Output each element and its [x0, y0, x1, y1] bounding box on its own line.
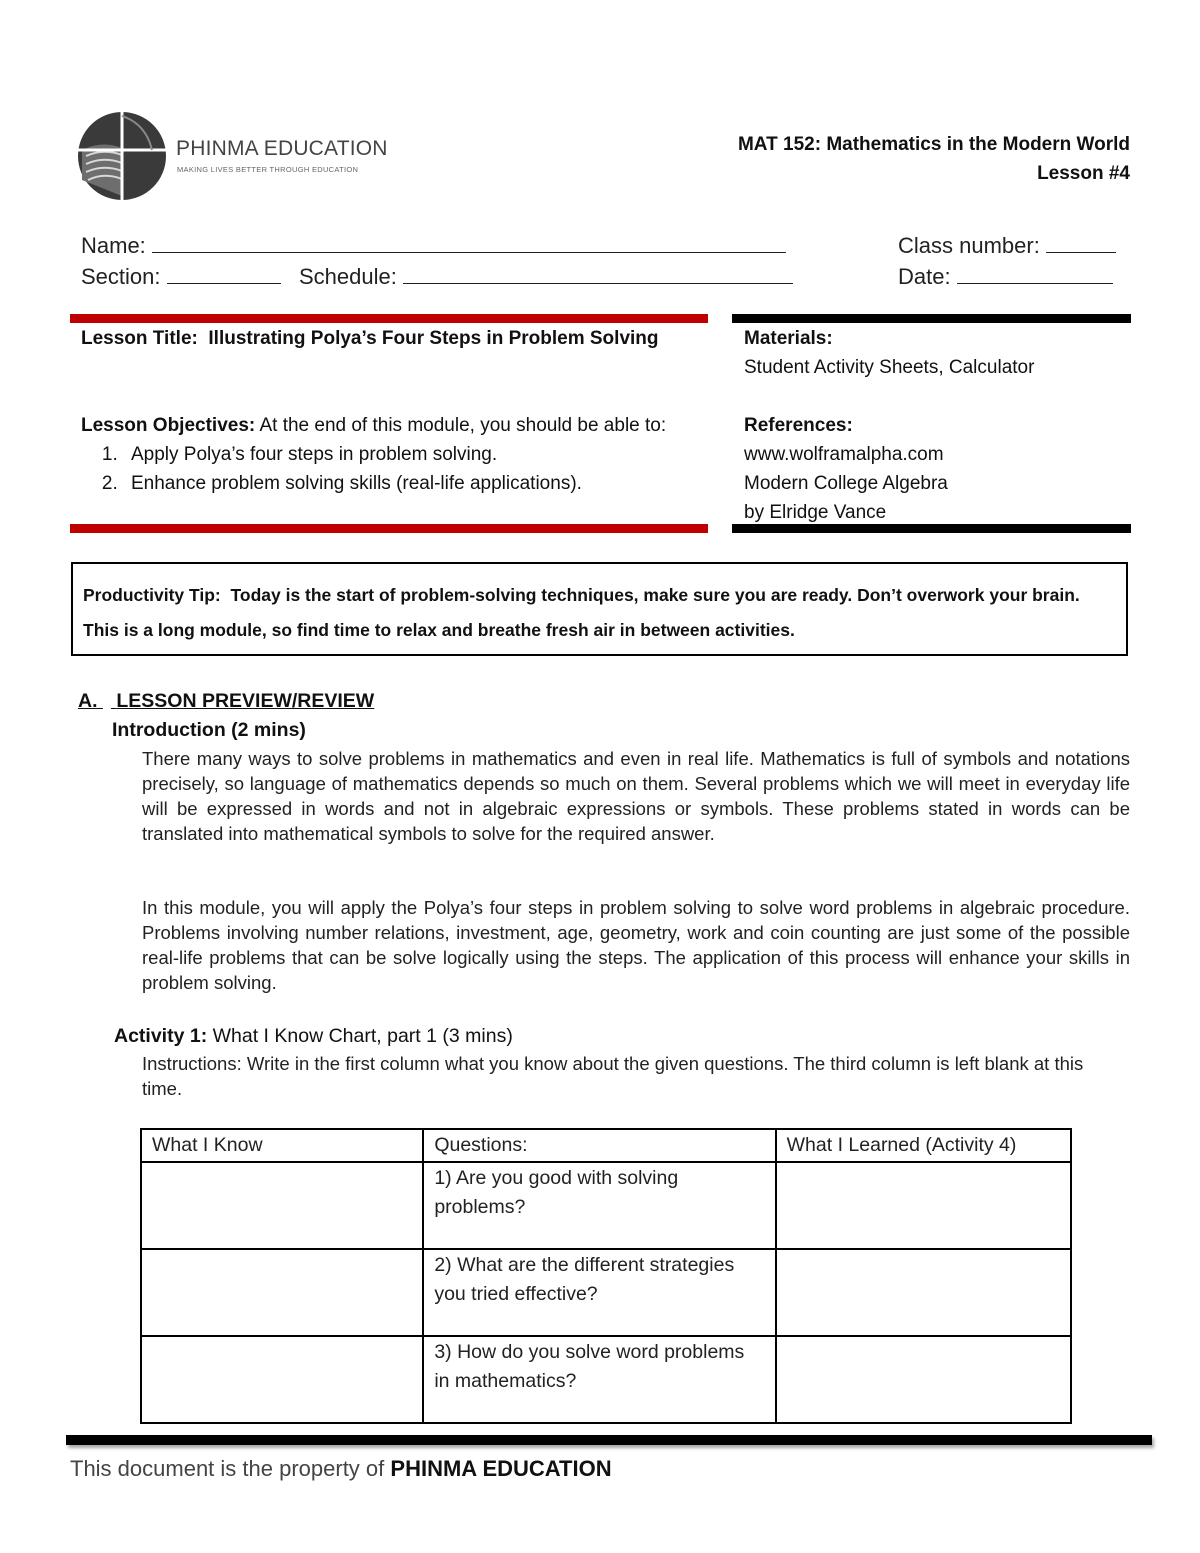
table-row	[141, 1162, 1071, 1249]
top-black-bar	[732, 314, 1131, 323]
section-a-heading	[78, 690, 374, 713]
footer	[70, 1456, 612, 1482]
globe-book-icon	[76, 110, 171, 205]
section-a-letter: A.	[78, 690, 98, 712]
class-number-label: Class number:	[898, 233, 1040, 258]
top-red-bar	[70, 314, 708, 323]
introduction-heading: Introduction (2 mins)	[112, 719, 306, 741]
course-header	[738, 130, 1130, 188]
materials-references	[744, 324, 1129, 527]
header-what-i-know: What I Know	[141, 1129, 423, 1162]
tip-text: Today is the start of problem-solving techniques, make sure you are ready. Don’t overwork your brain. This is a long module, so find time to relax and breathe fresh air in between activities.	[83, 585, 1080, 640]
date-label: Date:	[898, 264, 951, 289]
class-number-line[interactable]	[1046, 232, 1116, 253]
table-row	[141, 1336, 1071, 1423]
question-cell: 2) What are the different strategies you tried effective?	[423, 1249, 775, 1336]
name-label: Name:	[81, 233, 146, 258]
course-title: MAT 152: Mathematics in the Modern World	[737, 134, 1130, 155]
footer-bar	[66, 1435, 1152, 1445]
phinma-logo	[76, 110, 388, 205]
tip-label: Productivity Tip:	[83, 585, 221, 605]
question-cell: 3) How do you solve word problems in mathematics?	[423, 1336, 775, 1423]
activity-1-instructions: Instructions: Write in the first column what you know about the given questions. The third column is left blank at this time.	[142, 1053, 1084, 1099]
activity-1-title: What I Know Chart, part 1 (3 mins)	[212, 1025, 513, 1047]
schedule-line[interactable]	[403, 263, 793, 284]
question-cell: 1) Are you good with solving problems?	[423, 1162, 775, 1249]
date-field[interactable]	[898, 263, 1113, 290]
what-i-learned-cell[interactable]	[776, 1336, 1071, 1423]
materials-label: Materials:	[744, 328, 833, 349]
footer-owner: PHINMA EDUCATION	[390, 1456, 612, 1481]
intro-paragraph-2: In this module, you will apply the Polya’s four steps in problem solving to solve word problems in algebraic procedure. Problems involving number relations, investment, age, geometry, work and coin counting are just some of the possible real-life problems that can be solve logically using the steps. The application of this process will enhance your skills in problem solving.	[142, 897, 1130, 993]
what-i-know-cell[interactable]	[141, 1336, 423, 1423]
lesson-objectives-label: Lesson Objectives:	[81, 415, 256, 436]
activity-1-label: Activity 1:	[114, 1025, 208, 1047]
table-row	[141, 1249, 1071, 1336]
logo-name: PHINMA EDUCATION	[176, 137, 388, 160]
intro-paragraph-1: There many ways to solve problems in mathematics and even in real life. Mathematics is full of symbols and notations precisely, so language of mathematics depends so much on them. Several problems which we will meet in everyday life will be expressed in words and not in algebraic expressions or symbols. These problems stated in words can be translated into mathematical symbols to solve for the required answer.	[142, 748, 1130, 844]
references-label: References:	[744, 415, 853, 436]
productivity-tip	[83, 578, 1110, 648]
productivity-tip-box	[71, 562, 1128, 656]
name-line[interactable]	[152, 232, 786, 253]
schedule-label: Schedule:	[299, 264, 397, 289]
logo-tagline: MAKING LIVES BETTER THROUGH EDUCATION	[177, 165, 359, 174]
footer-text: This document is the property of	[70, 1456, 385, 1481]
bottom-red-bar	[70, 524, 708, 533]
what-i-learned-cell[interactable]	[776, 1162, 1071, 1249]
lesson-title-line	[81, 324, 701, 353]
schedule-field[interactable]	[299, 263, 793, 290]
header-what-i-learned: What I Learned (Activity 4)	[776, 1129, 1071, 1162]
what-i-know-chart	[140, 1128, 1072, 1424]
section-field[interactable]	[81, 263, 281, 290]
objective-item: 2. Enhance problem solving skills (real-life applications).	[123, 469, 701, 498]
objectives-list	[81, 440, 701, 498]
section-label: Section:	[81, 264, 161, 289]
what-i-know-cell[interactable]	[141, 1249, 423, 1336]
class-number-field[interactable]	[898, 232, 1116, 259]
what-i-know-cell[interactable]	[141, 1162, 423, 1249]
lesson-title-label: Lesson Title:	[81, 328, 198, 349]
header-questions: Questions:	[423, 1129, 775, 1162]
objective-item: 1. Apply Polya’s four steps in problem solving.	[123, 440, 701, 469]
chart-header-row	[141, 1129, 1071, 1162]
reference-line: Modern College Algebra	[744, 473, 948, 494]
activity-1-heading	[114, 1025, 513, 1048]
section-a-title: LESSON PREVIEW/REVIEW	[116, 690, 375, 712]
what-i-learned-cell[interactable]	[776, 1249, 1071, 1336]
reference-line: www.wolframalpha.com	[744, 444, 944, 465]
date-line[interactable]	[957, 263, 1113, 284]
lesson-title: Illustrating Polya’s Four Steps in Problem Solving	[208, 328, 659, 349]
reference-line: by Elridge Vance	[744, 502, 887, 523]
lesson-info	[81, 324, 701, 498]
lesson-number: Lesson #4	[1037, 163, 1130, 184]
lesson-objectives-intro: Lesson Objectives: At the end of this module, you should be able to:	[81, 415, 667, 436]
name-field[interactable]	[81, 232, 786, 259]
materials-text: Student Activity Sheets, Calculator	[744, 357, 1035, 378]
section-line[interactable]	[167, 263, 281, 284]
